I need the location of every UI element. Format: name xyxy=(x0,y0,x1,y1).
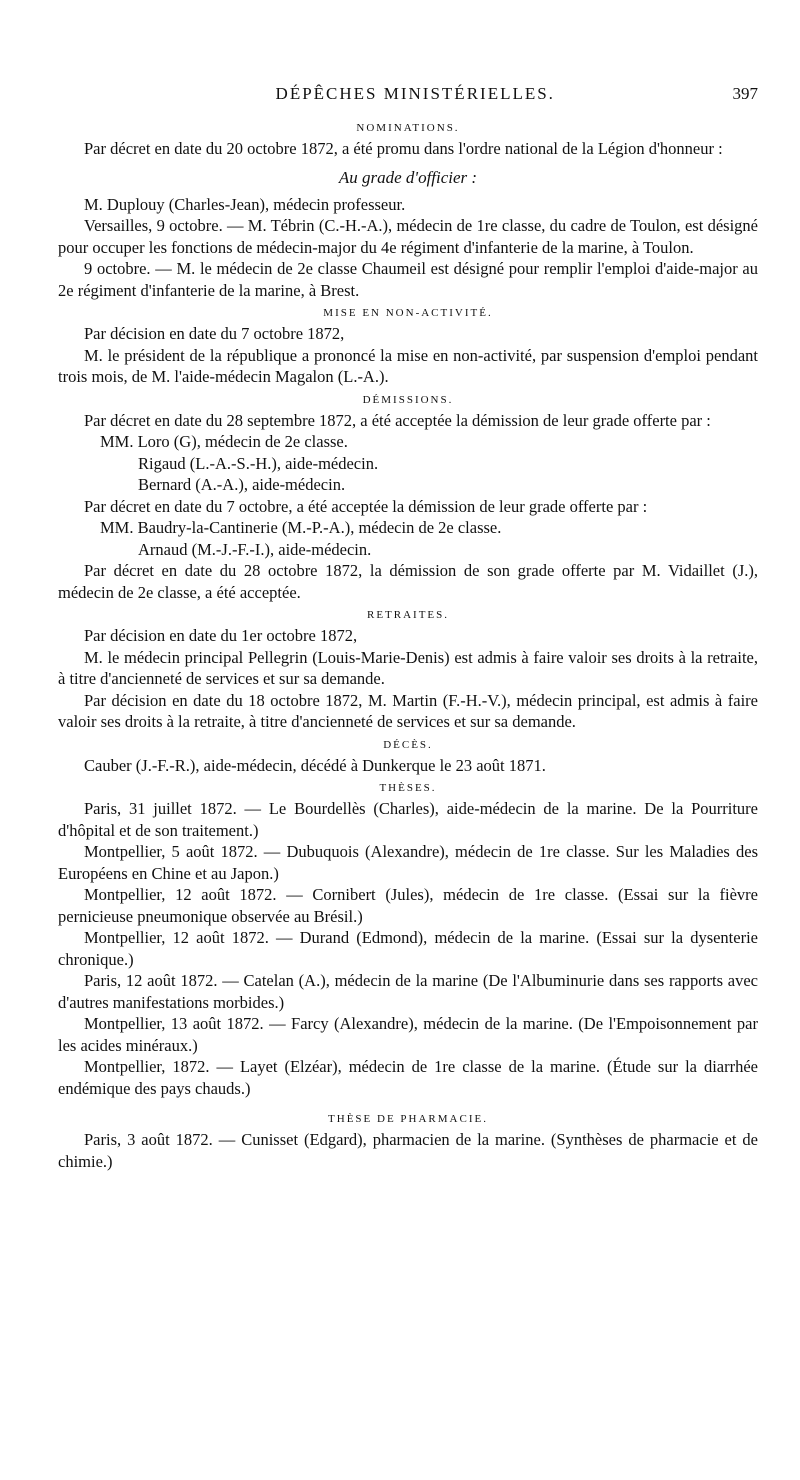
grade-heading: Au grade d'officier : xyxy=(338,167,478,187)
paragraph: Par décret en date du 28 septembre 1872, a été acceptée la démission de leur grade offerte par : xyxy=(84,410,711,430)
list-item: MM. Loro (G), médecin de 2e classe. xyxy=(100,432,348,451)
paragraph: M. le président de la république a prononcé la mise en non-activité, par suspension d'emploi pendant trois mois, de M. l'aide-médecin Magalon (L.-A.). xyxy=(58,345,758,386)
page-number: 397 xyxy=(732,84,758,103)
list-item: Arnaud (M.-J.-F.-I.), aide-médecin. xyxy=(138,539,372,559)
paragraph: M. Duplouy (Charles-Jean), médecin professeur. xyxy=(84,194,406,214)
section-heading-nominations: NOMINATIONS. xyxy=(356,122,460,134)
thesis-entry: Montpellier, 1872. — Layet (Elzéar), médecin de 1re classe de la marine. (Étude sur la diarrhée endémique des pays chauds.) xyxy=(58,1057,758,1098)
list-item: Bernard (A.-A.), aide-médecin. xyxy=(138,475,346,494)
thesis-entry: Montpellier, 12 août 1872. — Cornibert (Jules), médecin de 1re classe. (Essai sur la fièvre pernicieuse pneumonique observée au Brésil.) xyxy=(58,885,758,926)
list-item: MM. Baudry-la-Cantinerie (M.-P.-A.), médecin de 2e classe. xyxy=(100,518,502,537)
thesis-entry: Montpellier, 5 août 1872. — Dubuquois (Alexandre), médecin de 1re classe. Sur les Maladies des Européens en Chine et au Japon.) xyxy=(58,842,758,883)
paragraph: Par décret en date du 7 octobre, a été acceptée la démission de leur grade offerte par : xyxy=(84,496,648,516)
thesis-entry: Paris, 3 août 1872. — Cunisset (Edgard), pharmacien de la marine. (Synthèses de pharmacie et de chimie.) xyxy=(58,1130,758,1171)
section-heading-retraites: RETRAITES. xyxy=(366,609,450,621)
section-heading-pharmacie: THÈSE DE PHARMACIE. xyxy=(328,1113,488,1125)
resignation-list xyxy=(58,517,758,560)
paragraph: M. le médecin principal Pellegrin (Louis-Marie-Denis) est admis à faire valoir ses droits à la retraite, à titre d'ancienneté de services et sur sa demande. xyxy=(58,647,758,688)
thesis-entry: Paris, 31 juillet 1872. — Le Bourdellès (Charles), aide-médecin de la marine. De la Pourriture d'hôpital et de son traitement.) xyxy=(58,799,758,840)
paragraph: Par décret en date du 20 octobre 1872, a été promu dans l'ordre national de la Légion d'honneur : xyxy=(84,139,723,158)
paragraph: Par décret en date du 28 octobre 1872, la démission de son grade offerte par M. Vidaillet (J.), médecin de 2e classe, a été acceptée. xyxy=(58,561,758,602)
thesis-entry: Montpellier, 12 août 1872. — Durand (Edmond), médecin de la marine. (Essai sur la dysenterie chronique.) xyxy=(58,928,758,969)
section-heading-deces: DÉCÈS. xyxy=(383,738,433,751)
running-title: DÉPÊCHES MINISTÉRIELLES. xyxy=(275,84,555,103)
document-page xyxy=(58,84,758,1172)
paragraph: Cauber (J.-F.-R.), aide-médecin, décédé à Dunkerque le 23 août 1871. xyxy=(84,755,546,775)
section-heading-non-activite: MISE EN NON-ACTIVITÉ. xyxy=(323,307,493,319)
list-item: Rigaud (L.-A.-S.-H.), aide-médecin. xyxy=(138,453,379,473)
page-header xyxy=(58,84,758,116)
paragraph: 9 octobre. — M. le médecin de 2e classe Chaumeil est désigné pour remplir l'emploi d'aide-major au 2e régiment d'infanterie de la marine, à Brest. xyxy=(58,259,758,300)
resignation-list xyxy=(58,431,758,496)
thesis-entry: Paris, 12 août 1872. — Catelan (A.), médecin de la marine (De l'Albuminurie dans ses rapports avec d'autres manifestations morbides.) xyxy=(58,971,758,1012)
paragraph: Par décision en date du 1er octobre 1872, xyxy=(84,626,358,645)
section-heading-demissions: DÉMISSIONS. xyxy=(362,393,454,406)
paragraph: Versailles, 9 octobre. — M. Tébrin (C.-H.-A.), médecin de 1re classe, du cadre de Toulon, est désigné pour occuper les fonctions de médecin-major du 4e régiment d'infanterie de la marine, à Toulon. xyxy=(58,216,758,257)
paragraph: Par décision en date du 18 octobre 1872, M. Martin (F.-H.-V.), médecin principal, est admis à faire valoir ses droits à la retraite, à titre d'ancienneté de services et sur sa demande. xyxy=(58,690,758,731)
paragraph: Par décision en date du 7 octobre 1872, xyxy=(84,324,345,343)
thesis-entry: Montpellier, 13 août 1872. — Farcy (Alexandre), médecin de la marine. (De l'Empoisonnement par les acides minéraux.) xyxy=(58,1014,758,1055)
section-heading-theses: THÈSES. xyxy=(379,782,437,794)
